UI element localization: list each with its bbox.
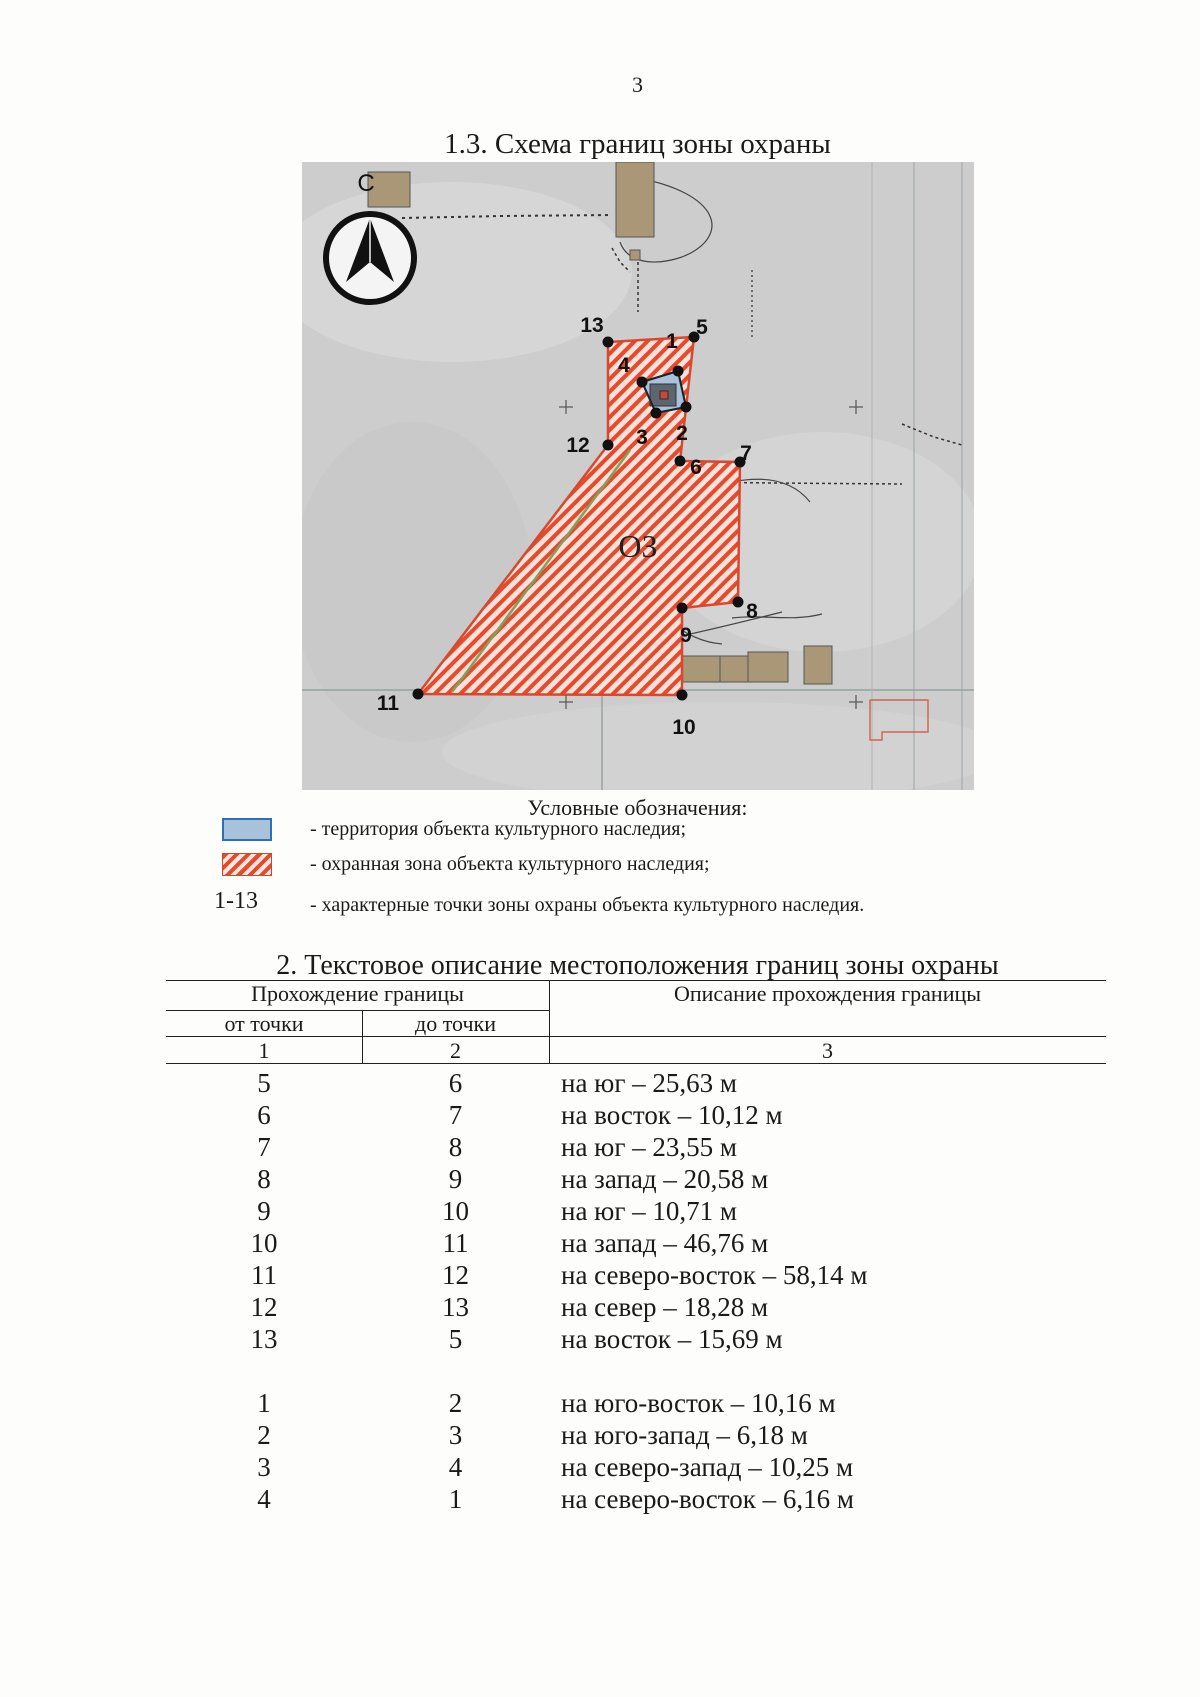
point-label-8: 8 [746, 600, 758, 623]
cell-from-point: 12 [250, 1292, 278, 1322]
legend-text: - территория объекта культурного наследия; [310, 818, 687, 840]
scheme-title: 1.3. Схема границ зоны охраны [444, 128, 831, 160]
point-marker-11 [413, 689, 424, 700]
legend-item-territory [210, 818, 1010, 848]
cell-description: на юг – 10,71 м [561, 1196, 738, 1226]
header-col-2: 2 [450, 1038, 461, 1063]
point-marker-6 [675, 456, 686, 467]
cell-to-point: 10 [442, 1196, 469, 1226]
cell-from-point: 13 [250, 1324, 278, 1354]
table-row [166, 1100, 1106, 1132]
point-marker-2 [681, 402, 692, 413]
table-row [166, 1228, 1106, 1260]
point-label-6: 6 [690, 456, 702, 479]
cell-to-point: 5 [448, 1324, 463, 1354]
point-marker-4 [637, 377, 648, 388]
cell-description: на северо-восток – 6,16 м [561, 1484, 854, 1514]
legend-item-protection-zone [210, 853, 1010, 883]
protection-zone-swatch [222, 853, 272, 876]
cell-description: на север – 18,28 м [561, 1292, 769, 1322]
point-label-3: 3 [636, 426, 648, 449]
point-label-1: 1 [666, 330, 678, 353]
building [748, 652, 788, 682]
cell-from-point: 6 [257, 1100, 271, 1130]
header-from: от точки [224, 1011, 304, 1036]
cell-description: на запад – 46,76 м [561, 1228, 769, 1258]
territory-swatch [222, 818, 272, 841]
cell-to-point: 1 [448, 1484, 463, 1514]
cell-description: на восток – 15,69 м [561, 1324, 783, 1354]
building [616, 162, 654, 237]
table-row [166, 1324, 1106, 1356]
point-marker-1 [673, 366, 684, 377]
legend-item-points [210, 888, 1010, 921]
table-row [166, 1484, 1106, 1516]
section-title: 2. Текстовое описание местоположения границ зоны охраны [276, 950, 999, 981]
cell-description: на северо-восток – 58,14 м [561, 1260, 868, 1290]
table-row [166, 1388, 1106, 1420]
cell-description: на юг – 23,55 м [561, 1132, 738, 1162]
cell-to-point: 9 [448, 1164, 463, 1194]
legend-text: - характерные точки зоны охраны объекта культурного наследия. [310, 894, 865, 916]
cell-description: на юго-запад – 6,18 м [561, 1420, 808, 1450]
table-row [166, 1292, 1106, 1324]
cell-to-point: 8 [448, 1132, 463, 1162]
point-label-11: 11 [376, 692, 400, 715]
point-label-12: 12 [566, 434, 590, 457]
point-label-10: 10 [672, 716, 696, 739]
zone-label: ОЗ [618, 528, 658, 564]
cell-to-point: 11 [442, 1228, 469, 1258]
point-marker-12 [603, 440, 614, 451]
point-label-5: 5 [696, 316, 708, 339]
north-label: С [357, 170, 375, 197]
cell-description: на юго-восток – 10,16 м [561, 1388, 836, 1418]
point-label-7: 7 [740, 442, 752, 465]
point-marker-10 [677, 690, 688, 701]
cell-to-point: 13 [442, 1292, 469, 1322]
point-marker-3 [651, 408, 662, 419]
table-row [166, 1420, 1106, 1452]
cell-from-point: 10 [250, 1228, 278, 1258]
cell-from-point: 2 [257, 1420, 271, 1450]
point-marker-13 [603, 337, 614, 348]
cell-to-point: 12 [442, 1260, 469, 1290]
table-row [166, 1452, 1106, 1484]
building [804, 646, 832, 684]
building [630, 250, 640, 260]
cell-from-point: 4 [257, 1484, 271, 1514]
map-drawing [302, 162, 974, 790]
boundary-scheme-map [302, 162, 974, 790]
point-label-13: 13 [580, 314, 604, 337]
cell-from-point: 1 [257, 1388, 271, 1418]
page-number: 3 [632, 72, 643, 97]
cell-description: на запад – 20,58 м [561, 1164, 769, 1194]
point-marker-8 [733, 597, 744, 608]
header-col-3: 3 [822, 1038, 833, 1063]
point-label-2: 2 [676, 422, 688, 445]
cell-from-point: 8 [257, 1164, 271, 1194]
cell-from-point: 9 [257, 1196, 271, 1226]
cell-to-point: 4 [448, 1452, 463, 1482]
cell-to-point: 6 [448, 1068, 463, 1098]
legend-points-code: 1-13 [214, 888, 258, 914]
point-label-4: 4 [618, 354, 630, 377]
cell-to-point: 3 [448, 1420, 463, 1450]
cell-from-point: 11 [251, 1260, 277, 1290]
header-description: Описание прохождения границы [673, 981, 982, 1006]
table-row [166, 1260, 1106, 1292]
table-row [166, 1164, 1106, 1196]
cell-from-point: 7 [257, 1132, 271, 1162]
legend-title: Условные обозначения: [527, 795, 748, 820]
header-passage: Прохождение границы [251, 981, 464, 1006]
table-row [166, 1196, 1106, 1228]
legend-text: - охранная зона объекта культурного наследия; [310, 853, 710, 875]
cell-from-point: 3 [257, 1452, 271, 1482]
table-row [166, 1068, 1106, 1100]
header-col-1: 1 [258, 1038, 270, 1063]
cell-from-point: 5 [257, 1068, 271, 1098]
cell-to-point: 2 [448, 1388, 463, 1418]
point-label-9: 9 [680, 624, 692, 647]
cell-to-point: 7 [448, 1100, 463, 1130]
cell-description: на северо-запад – 10,25 м [561, 1452, 854, 1482]
point-marker-9 [677, 603, 688, 614]
table-row [166, 1132, 1106, 1164]
cell-description: на восток – 10,12 м [561, 1100, 783, 1130]
header-to: до точки [415, 1011, 496, 1036]
cell-description: на юг – 25,63 м [561, 1068, 738, 1098]
